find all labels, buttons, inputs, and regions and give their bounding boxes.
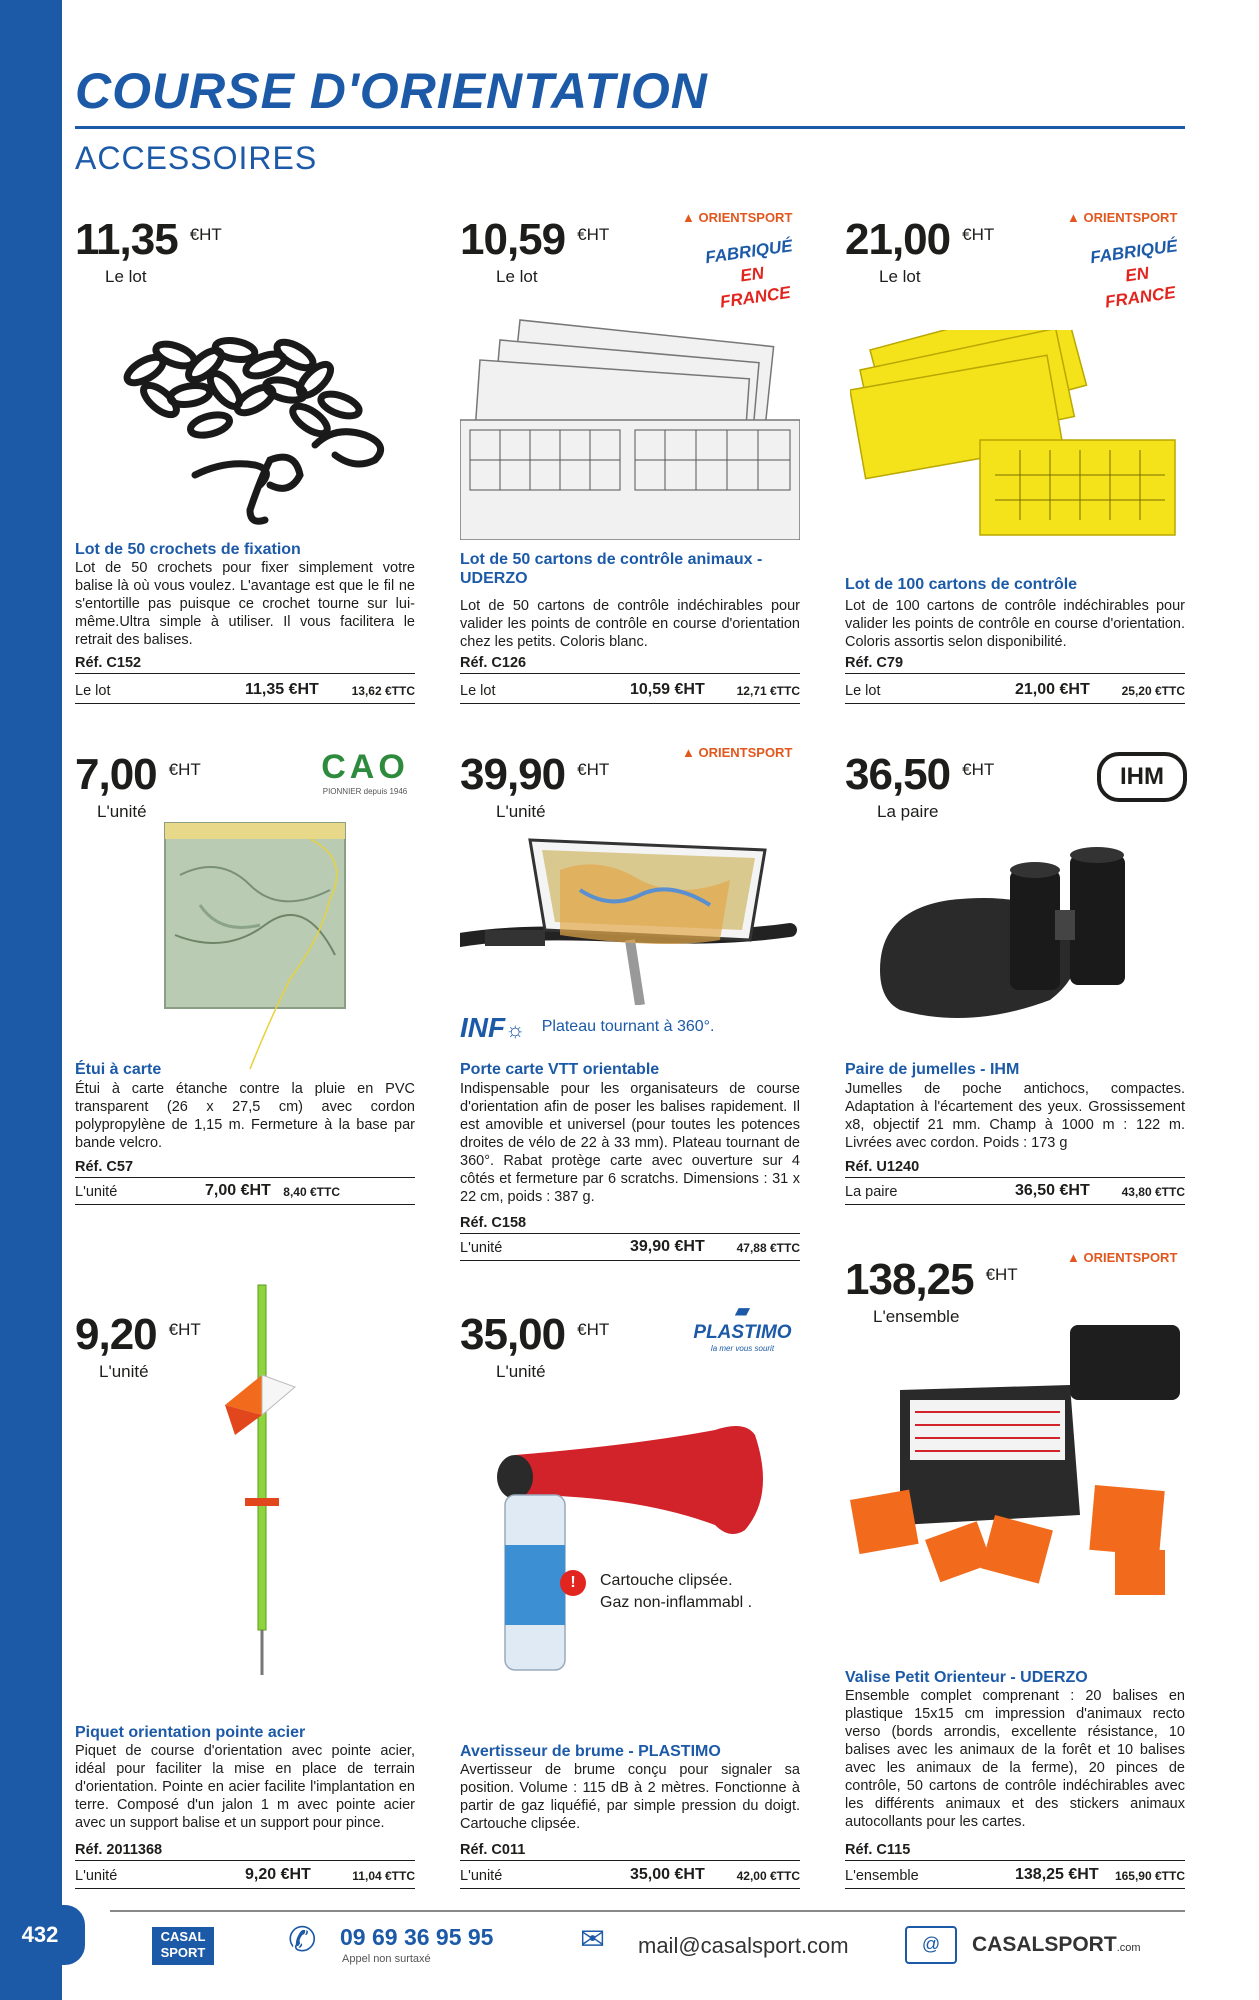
product-description: Lot de 50 crochets pour fixer simplement votre balise là où vous voulez. L'avantage est que le fil ne s'entortille pas puisque ce crochet tourne sur lui-même.Ultra simple à utiliser. Il vous facilitera le retrait des balises. xyxy=(75,560,415,648)
price-per: L'unité xyxy=(97,802,147,821)
website-icon: @ xyxy=(905,1926,957,1964)
price-ht: 35,00 €HT xyxy=(630,1866,705,1883)
price-per: L'ensemble xyxy=(873,1307,960,1326)
product-image-crochets xyxy=(85,310,415,540)
badge-line-1: FABRIQUÉ xyxy=(1089,236,1179,268)
price-per: Le lot xyxy=(496,267,538,286)
badge-line-2: EN FRANCE xyxy=(1103,263,1177,312)
warning-icon: ! xyxy=(560,1570,586,1596)
product-card-porte-carte-vtt xyxy=(460,745,800,1270)
price-ttc: 13,62 €TTC xyxy=(351,684,415,698)
unit-label: L'ensemble xyxy=(845,1868,919,1884)
product-title: Lot de 50 crochets de fixation xyxy=(75,541,301,558)
product-reference: Réf. C57 xyxy=(75,1159,415,1178)
product-description: Piquet de course d'orientation avec pointe acier, idéal pour faciliter la mise en place de terrain d'orientation. Pointe en acier facilite l'implantation en terre. Composé d'un jalon 1 m avec pointe acier avec un support balise et un support pour pince. xyxy=(75,1743,415,1831)
price-line xyxy=(460,1238,800,1261)
unit-label: Le lot xyxy=(75,683,111,699)
price-line xyxy=(75,1182,415,1205)
mail-icon: ✉ xyxy=(580,1923,606,1956)
price xyxy=(460,215,609,265)
product-image-cartons-animaux xyxy=(460,310,800,540)
product-title: Avertisseur de brume - PLASTIMO xyxy=(460,1743,721,1760)
price xyxy=(845,215,994,265)
price-unit: €HT xyxy=(985,1265,1018,1284)
price-line xyxy=(460,1866,800,1889)
product-reference: Réf. U1240 xyxy=(845,1159,1185,1178)
price-ht: 9,20 €HT xyxy=(245,1866,311,1883)
product-description: Lot de 100 cartons de contrôle indéchirables pour valider les points de contrôle en course d'orientation. Coloris assortis selon disponibilité. xyxy=(845,598,1185,650)
price-ttc: 11,04 €TTC xyxy=(352,1869,415,1883)
price-unit: €HT xyxy=(577,760,610,779)
price-line xyxy=(845,1866,1185,1889)
price-line xyxy=(460,681,800,704)
price-ttc: 47,88 €TTC xyxy=(736,1241,800,1255)
product-description: Indispensable pour les organisateurs de course d'orientation afin de poser les balises rapidement. Il est amovible et universel (pour toutes les potences droites de vélo de 22 à 33 mm). Plateau tournant de 360°. Rabat protège carte avec ouverture sur 4 côtés et fermeture par 6 scratchs. Dimensions : 31 x 22 cm, poids : 387 g. xyxy=(460,1081,800,1205)
price-value: 35,00 xyxy=(460,1310,566,1359)
page-title: COURSE D'ORIENTATION xyxy=(75,63,708,119)
product-reference: Réf. C115 xyxy=(845,1842,1185,1861)
info-label: INF xyxy=(460,1012,506,1043)
product-card-valise xyxy=(845,1250,1185,1895)
unit-label: L'unité xyxy=(75,1184,118,1200)
price xyxy=(75,1310,201,1360)
unit-label: La paire xyxy=(845,1184,898,1200)
price-value: 36,50 xyxy=(845,750,951,799)
product-description: Avertisseur de brume conçu pour signaler sa position. Volume : 115 dB à 2 mètres. Fonctionne à partir de gaz liquéfié, par simple pression du doigt. Cartouche clipsée. xyxy=(460,1762,800,1832)
price xyxy=(460,1310,609,1360)
price-ht: 138,25 €HT xyxy=(1015,1866,1099,1883)
plastimo-icon: ▰ xyxy=(734,1300,751,1322)
phone-icon: ✆ xyxy=(288,1921,317,1959)
price-value: 9,20 xyxy=(75,1310,157,1359)
price-value: 21,00 xyxy=(845,215,951,264)
product-title: Lot de 100 cartons de contrôle xyxy=(845,576,1078,593)
price-ht: 10,59 €HT xyxy=(630,681,705,698)
price-line xyxy=(845,1182,1185,1205)
product-image-valise xyxy=(845,1300,1185,1610)
product-description: Étui à carte étanche contre la pluie en PVC transparent (26 x 27,5 cm) avec cordon polypropylène de 1,15 m. Fermeture à la base par bande velcro. xyxy=(75,1081,415,1151)
price-unit: €HT xyxy=(577,1320,610,1339)
footer-divider xyxy=(110,1910,1185,1912)
logo-line-2: SPORT xyxy=(160,1945,206,1960)
casalsport-logo xyxy=(152,1927,214,1965)
phone-number[interactable]: 09 69 36 95 95 xyxy=(340,1924,494,1950)
product-image-etui-carte xyxy=(160,815,360,1075)
price xyxy=(845,1255,1018,1305)
product-reference: Réf. 2011368 xyxy=(75,1842,415,1861)
ihm-logo: IHM xyxy=(1097,752,1187,802)
price xyxy=(845,750,994,800)
price-per: L'unité xyxy=(496,802,546,821)
email-link[interactable]: mail@casalsport.com xyxy=(638,1933,849,1958)
lightbulb-icon: ☼ xyxy=(505,1017,526,1042)
product-title: Porte carte VTT orientable xyxy=(460,1061,660,1078)
price-unit: €HT xyxy=(962,760,995,779)
product-card-etui-carte xyxy=(75,750,415,1210)
price xyxy=(460,750,609,800)
orientsport-logo: ▲ ORIENTSPORT xyxy=(1067,1250,1178,1265)
cao-logo-text: CAO xyxy=(321,748,409,786)
price-ht: 39,90 €HT xyxy=(630,1238,705,1255)
website-name: CASALSPORT xyxy=(972,1933,1117,1956)
unit-label: L'unité xyxy=(460,1868,503,1884)
product-reference: Réf. C126 xyxy=(460,655,800,674)
page-number: 432 xyxy=(21,1922,59,1947)
price-line xyxy=(75,681,415,704)
product-image-cartons-controle xyxy=(850,330,1180,540)
price-unit: €HT xyxy=(189,225,222,244)
product-title: Piquet orientation pointe acier xyxy=(75,1724,306,1741)
price-value: 10,59 xyxy=(460,215,566,264)
orientsport-logo: ▲ ORIENTSPORT xyxy=(682,210,793,225)
page-subtitle: ACCESSOIRES xyxy=(75,140,318,176)
badge-line-1: FABRIQUÉ xyxy=(704,236,794,268)
product-title: Étui à carte xyxy=(75,1061,162,1078)
price xyxy=(75,215,222,265)
price-ht: 21,00 €HT xyxy=(1015,681,1090,698)
price-unit: €HT xyxy=(962,225,995,244)
info-text: Plateau tournant à 360°. xyxy=(541,1018,715,1035)
orientsport-logo: ▲ ORIENTSPORT xyxy=(682,745,793,760)
product-description: Jumelles de poche antichocs, compactes. Adaptation à l'écartement des yeux. Grossissement x8, objectif 21 mm. Champ à 1000 m : 122 m. Livrées avec cordon. Poids : 173 g xyxy=(845,1081,1185,1151)
price-per: L'unité xyxy=(99,1362,149,1381)
price-per: La paire xyxy=(877,802,939,821)
price-value: 138,25 xyxy=(845,1255,974,1304)
product-image-avertisseur xyxy=(475,1415,795,1675)
price-ht: 7,00 €HT xyxy=(205,1182,271,1199)
price-unit: €HT xyxy=(168,1320,201,1339)
title-divider xyxy=(75,126,1185,129)
product-reference: Réf. C79 xyxy=(845,655,1185,674)
plastimo-logo xyxy=(685,1300,800,1353)
price-unit: €HT xyxy=(168,760,201,779)
made-in-france-badge xyxy=(1087,234,1186,312)
price-unit: €HT xyxy=(577,225,610,244)
unit-label: L'unité xyxy=(75,1868,118,1884)
price xyxy=(75,750,201,800)
website-suffix: .com xyxy=(1116,1942,1141,1954)
product-reference: Réf. C158 xyxy=(460,1215,800,1234)
logo-line-1: CASAL xyxy=(160,1929,206,1944)
price-ttc: 8,40 €TTC xyxy=(283,1185,340,1199)
unit-label: L'unité xyxy=(460,1240,503,1256)
product-image-piquet xyxy=(205,1275,325,1685)
warning-line-2: Gaz non-inflammabl . xyxy=(600,1594,753,1611)
plastimo-logo-tagline: la mer vous sourit xyxy=(710,1344,775,1353)
plastimo-logo-text: PLASTIMO xyxy=(693,1322,792,1343)
product-card-piquet xyxy=(75,1310,415,1890)
price-value: 7,00 xyxy=(75,750,157,799)
warning-line-1: Cartouche clipsée. xyxy=(600,1572,733,1589)
price-value: 11,35 xyxy=(75,215,178,264)
product-card-cartons-controle xyxy=(845,210,1185,715)
product-description: Ensemble complet comprenant : 20 balises en plastique 15x15 cm impression d'animaux recto verso (bords arrondis, excellente résistance, 10 balises avec les animaux de la forêt et 10 balises avec les animaux de la ferme), 20 pinces de contrôle, 50 cartons de contrôle indéchirables avec les différents animaux et des stickers animaux autocollants pour les cartes. xyxy=(845,1688,1185,1830)
left-sidebar xyxy=(0,0,62,2000)
product-title: Lot de 50 cartons de contrôle animaux - UDERZO xyxy=(460,551,763,587)
cao-logo xyxy=(315,748,415,796)
made-in-france-badge xyxy=(702,234,801,312)
price-ht: 11,35 €HT xyxy=(245,681,319,698)
cao-logo-tagline: PIONNIER depuis 1946 xyxy=(322,787,408,796)
price-ttc: 25,20 €TTC xyxy=(1121,684,1185,698)
product-reference: Réf. C152 xyxy=(75,655,415,674)
product-reference: Réf. C011 xyxy=(460,1842,800,1861)
price-per: Le lot xyxy=(879,267,921,286)
price-ttc: 42,00 €TTC xyxy=(736,1869,800,1883)
price-ht: 36,50 €HT xyxy=(1015,1182,1090,1199)
price-per: L'unité xyxy=(496,1362,546,1381)
product-image-jumelles xyxy=(870,840,1170,1040)
unit-label: Le lot xyxy=(845,683,881,699)
warning-callout xyxy=(570,1570,753,1614)
price-line xyxy=(75,1866,415,1889)
website-link[interactable] xyxy=(972,1933,1141,1957)
price-value: 39,90 xyxy=(460,750,566,799)
price-line xyxy=(845,681,1185,704)
product-title: Valise Petit Orienteur - UDERZO xyxy=(845,1669,1088,1686)
product-title: Paire de jumelles - IHM xyxy=(845,1061,1020,1078)
price-ttc: 43,80 €TTC xyxy=(1121,1185,1185,1199)
price-per: Le lot xyxy=(105,267,147,286)
badge-line-2: EN FRANCE xyxy=(718,263,792,312)
price-ttc: 12,71 €TTC xyxy=(736,684,800,698)
info-callout xyxy=(460,1012,714,1044)
unit-label: Le lot xyxy=(460,683,496,699)
product-card-avertisseur xyxy=(460,1300,800,1890)
product-description: Lot de 50 cartons de contrôle indéchirables pour valider les points de contrôle en course d'orientation chez les petits. Coloris blanc. xyxy=(460,598,800,650)
product-card-jumelles xyxy=(845,750,1185,1210)
product-image-porte-carte-vtt xyxy=(460,830,800,1005)
product-card-cartons-animaux xyxy=(460,210,800,715)
orientsport-logo: ▲ ORIENTSPORT xyxy=(1067,210,1178,225)
product-card-crochets xyxy=(75,215,415,715)
phone-note: Appel non surtaxé xyxy=(342,1953,431,1965)
price-ttc: 165,90 €TTC xyxy=(1114,1869,1185,1883)
